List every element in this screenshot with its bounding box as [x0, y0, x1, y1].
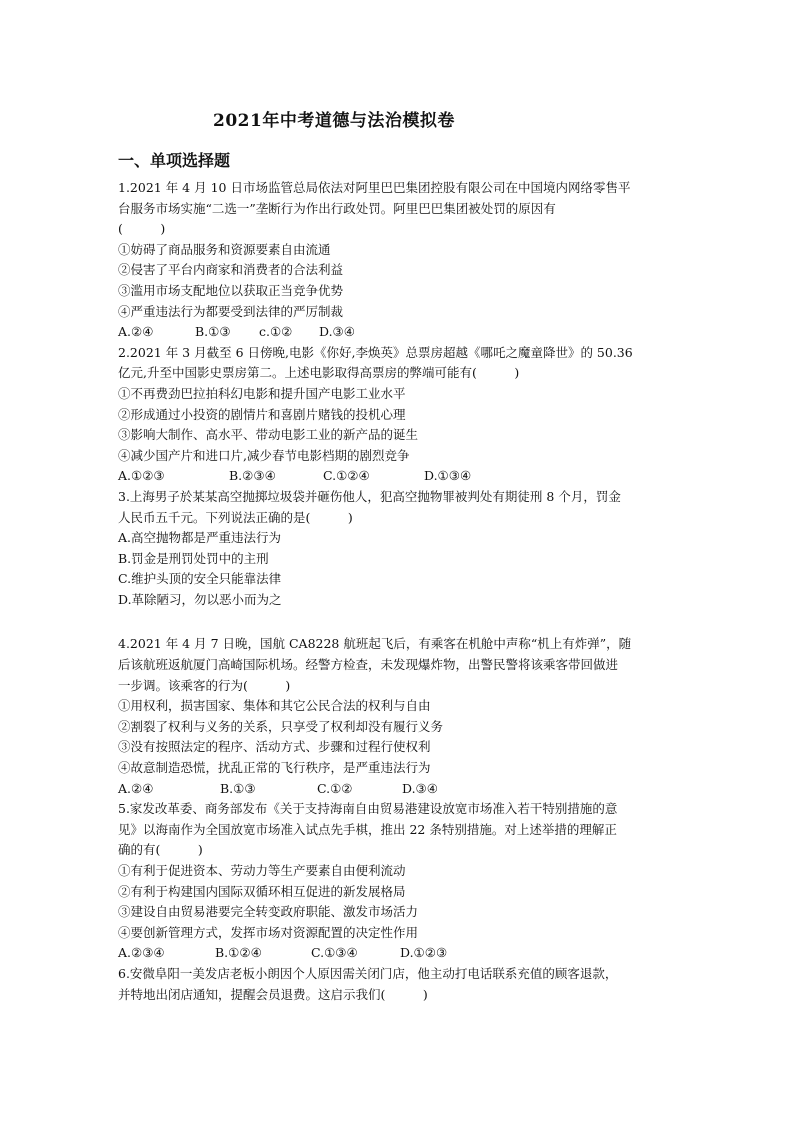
option-a: A.高空抛物都是严重违法行为 — [118, 530, 282, 546]
statement-line: ①有利于促进资本、劳动力等生产要素自由便利流动 — [118, 863, 406, 878]
question-1 — [118, 178, 688, 343]
question-line: 5.家发改革委、商务部发布《关于支持海南自由贸易港建设放宽市场准入若干特别措施的意 — [118, 801, 618, 817]
question-line: 2.2021 年 3 月截至 6 日傍晚,电影《你好,李焕英》总票房超越《哪吒之魔童降世》的 50.36 — [118, 344, 633, 360]
option-d: D.①③④ — [424, 468, 472, 484]
question-3 — [118, 487, 688, 611]
question-list — [118, 178, 688, 1005]
statement-line: ②形成通过小投资的剧情片和喜剧片赌钱的投机心理 — [118, 406, 406, 422]
option-d: D.①②③ — [400, 945, 448, 961]
question-line: 后该航班返航厦门高崎国际机场。经警方检查，未发现爆炸物，出警民警将该乘客带回做进 — [118, 657, 619, 673]
question-6 — [118, 964, 688, 1005]
option-c: C.①②④ — [323, 468, 370, 484]
statement-line: ②割裂了权利与义务的关系，只享受了权利却没有履行义务 — [118, 718, 444, 734]
question-line: 亿元,升至中国影史票房第二。上述电影取得高票房的弊端可能有( ) — [118, 365, 520, 381]
statement-line: ②有利于构建国内国际双循环相互促进的新发展格局 — [118, 883, 406, 899]
option-c: c.①② — [259, 324, 293, 340]
question-4 — [118, 634, 688, 799]
question-2 — [118, 343, 688, 487]
option-a: A.②③④ — [118, 945, 165, 961]
question-line: ( ) — [118, 221, 166, 237]
page-title: 2021年中考道德与法治模拟卷 — [213, 111, 455, 131]
option-a: A.②④ — [118, 780, 154, 796]
option-d: D.③④ — [402, 780, 438, 796]
answer-options — [118, 466, 688, 487]
option-b: B.②③④ — [229, 468, 276, 484]
option-a: A.②④ — [118, 324, 154, 340]
question-line: 6.安微阜阳一美发店老板小朗因个人原因需关闭门店，他主动打电话联系充值的顾客退款， — [118, 965, 618, 981]
option-c: C.①② — [317, 780, 353, 796]
question-5 — [118, 799, 688, 964]
spacer — [118, 610, 688, 634]
statement-line: ④要创新管理方式，发挥市场对资源配置的决定性作用 — [118, 924, 419, 940]
statement-line: ③滥用市场支配地位以获取正当竞争优势 — [118, 282, 344, 298]
statement-line: ④严重违法行为都要受到法律的严厉制裁 — [118, 303, 344, 319]
statement-line: ③影响大制作、高水平、带动电影工业的新产品的诞生 — [118, 427, 419, 443]
question-line: 确的有( ) — [118, 842, 203, 858]
question-line: 台服务市场实施“二选一”垄断行为作出行政处罚。阿里巴巴集团被处罚的原因有 — [118, 200, 556, 216]
statement-line: ④故意制造恐慌，扰乱正常的飞行秩序，是严重违法行为 — [118, 760, 431, 776]
option-b: B.罚金是刑罚处罚中的主刑 — [118, 550, 269, 566]
option-c: C.①③④ — [311, 945, 358, 961]
question-line: 人民币五千元。下列说法正确的是( ) — [118, 509, 353, 525]
option-a: A.①②③ — [118, 468, 165, 484]
statement-line: ①用权利，损害国家、集体和其它公民合法的权利与自由 — [118, 698, 431, 714]
section-heading: 一、单项选择题 — [118, 151, 231, 170]
option-c: C.维护头顶的安全只能靠法律 — [118, 571, 282, 587]
answer-options — [118, 943, 688, 964]
question-line: 1.2021 年 4 月 10 日市场监管总局依法对阿里巴巴集团控股有限公司在中国境内网络零售平 — [118, 180, 631, 195]
question-line: 一步调。该乘客的行为( ) — [118, 677, 291, 693]
option-b: B.①②④ — [215, 945, 262, 961]
statement-line: ①不再费劲巴拉拍科幻电影和提升国产电影工业水平 — [118, 385, 406, 401]
option-b: B.①③ — [220, 780, 256, 796]
option-d: D.③④ — [319, 324, 355, 340]
statement-line: ②侵害了平台内商家和消费者的合法利益 — [118, 262, 344, 278]
answer-options — [118, 779, 688, 800]
question-line: 3.上海男子於某某高空抛掷垃圾袋并砸伤他人，犯高空抛物罪被判处有期徒刑 8 个月，罚金 — [118, 488, 621, 504]
option-d: D.革除陋习，勿以恶小而为之 — [118, 591, 282, 607]
option-b: B.①③ — [195, 324, 231, 340]
statement-line: ③建设自由贸易港要完全转变政府职能、激发市场活力 — [118, 904, 419, 920]
question-line: 4.2021 年 4 月 7 日晚，国航 CA8228 航班起飞后，有乘客在机舱中声称“机上有炸弹”，随 — [118, 636, 632, 652]
statement-line: ①妨碍了商品服务和资源要素自由流通 — [118, 241, 331, 257]
question-line: 见》以海南作为全国放宽市场准入试点先手棋，推出 22 条特别措施。对上述举措的理解正 — [118, 821, 617, 837]
question-line: 并特地出闭店通知，提醒会员退费。这启示我们( ) — [118, 986, 428, 1002]
answer-options — [118, 322, 688, 343]
statement-line: ③没有按照法定的程序、活动方式、步骤和过程行使权利 — [118, 739, 431, 755]
statement-line: ④减少国产片和进口片,减少春节电影档期的剧烈竞争 — [118, 447, 410, 463]
